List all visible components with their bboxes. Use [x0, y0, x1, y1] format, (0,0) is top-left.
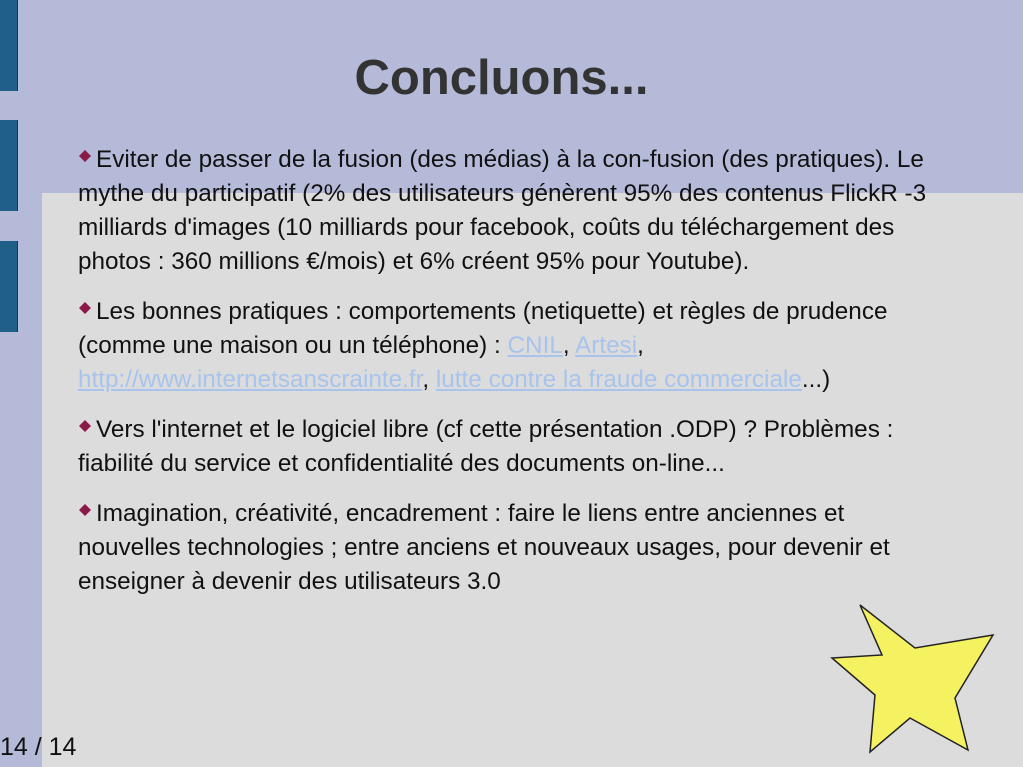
bullet-text: Imagination, créativité, encadrement : faire le liens entre anciennes et nouvelles technologies ; entre anciens et nouveaux usages, pour devenir et enseigner à devenir des utilisateurs 3.0 [78, 500, 890, 595]
bullet-item-4 [78, 497, 948, 599]
side-accent-bar-3 [0, 241, 18, 332]
bullet-text-end: ...) [801, 366, 831, 393]
diamond-bullet-icon [78, 301, 92, 315]
bullet-text: Les bonnes pratiques : comportements (netiquette) et règles de prudence (comme une maison ou un téléphone) : [78, 298, 888, 359]
side-accent-bar-2 [0, 120, 18, 211]
bullet-item-1 [78, 143, 948, 279]
diamond-bullet-icon [78, 419, 92, 433]
diamond-bullet-icon [78, 503, 92, 517]
slide-title: Concluons... [354, 51, 649, 105]
star-icon [830, 600, 1000, 755]
link-cnil[interactable]: CNIL [507, 332, 563, 359]
page-number: 14 / 14 [0, 733, 77, 761]
bullet-list [78, 143, 948, 615]
bullet-item-2 [78, 295, 948, 397]
separator: , [562, 332, 576, 359]
link-artesi[interactable]: Artesi [575, 332, 638, 359]
separator: , [422, 366, 436, 393]
diamond-bullet-icon [78, 149, 92, 163]
bullet-item-3 [78, 413, 948, 481]
link-fraude-commerciale[interactable]: lutte contre la fraude commerciale [435, 366, 802, 393]
bullet-text: Eviter de passer de la fusion (des médias) à la con-fusion (des pratiques). Le mythe du participatif (2% des utilisateurs génèrent 95% des contenus FlickR -3 milliards d'images (10 milliards pour facebook, coûts du téléchargement des photos : 360 millions €/mois) et 6% créent 95% pour Youtube). [78, 146, 927, 275]
bullet-text: Vers l'internet et le logiciel libre (cf cette présentation .ODP) ? Problèmes : fiabilité du service et confidentialité des documents on-line... [78, 416, 894, 477]
separator: , [637, 332, 644, 359]
link-internetsanscrainte[interactable]: http://www.internetsanscrainte.fr [78, 366, 423, 393]
